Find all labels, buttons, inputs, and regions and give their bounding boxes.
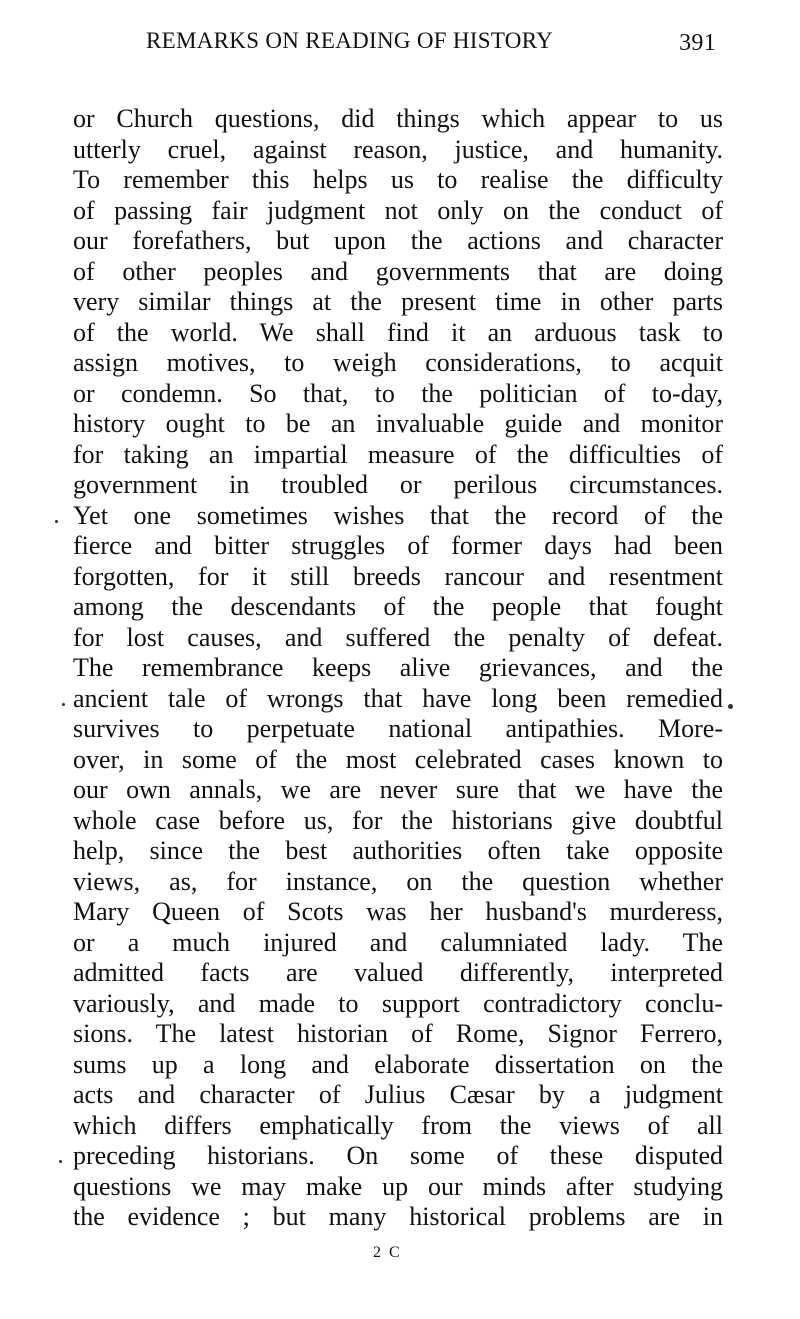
text-line [73,1080,723,1111]
text-line [73,165,723,196]
text-line-content: sums up a long and elaborate dissertation on the [73,1049,723,1079]
text-line-content: of other peoples and governments that are doing [73,256,723,286]
text-line-content: among the descendants of the people that fought [73,592,723,621]
text-line [73,501,723,532]
text-line-content: or condemn. So that, to the politician of to-day, [73,378,723,408]
text-line [73,592,723,623]
text-line-content: sions. The latest historian of Rome, Signor Ferrero, [73,1019,723,1048]
text-line-content: The remembrance keeps alive grievances, and the [73,653,723,682]
running-header [146,28,716,62]
text-line [73,1111,723,1142]
text-line-content: forgotten, for it still breeds rancour and resentment [73,561,723,591]
text-line [73,1019,723,1050]
text-line [73,775,723,806]
text-line [73,989,723,1020]
text-line [73,958,723,989]
text-line-content: or Church questions, did things which appear to us [73,104,723,133]
text-line [73,226,723,257]
text-line-content: over, in some of the most celebrated cases known to [73,744,723,774]
text-line [73,897,723,928]
text-line-content: ancient tale of wrongs that have long been remedied [73,683,723,713]
text-line [73,409,723,440]
text-line-content: preceding historians. On some of these disputed [73,1141,723,1170]
page-number: 391 [679,30,716,56]
scan-speck [62,703,65,706]
text-line-content: of passing fair judgment not only on the conduct of [73,195,723,225]
scan-speck [55,520,58,523]
text-line [73,135,723,166]
text-line-content: or a much injured and calumniated lady. The [73,927,723,957]
text-line [73,714,723,745]
text-line [73,836,723,867]
text-line-content: questions we may make up our minds after studying [73,1171,723,1201]
text-line-content: of the world. We shall find it an arduous task to [73,317,723,347]
text-line-content: our own annals, we are never sure that we have the [73,775,723,804]
text-line-content: for lost causes, and suffered the penalty of defeat. [73,622,723,652]
text-line-content: for taking an impartial measure of the difficulties of [73,439,723,469]
text-line [73,623,723,654]
text-line-content: the evidence ; but many historical problems are in [73,1202,723,1231]
text-line [73,684,723,715]
text-line [73,867,723,898]
text-line [73,287,723,318]
text-line [73,928,723,959]
text-line [73,196,723,227]
text-line [73,348,723,379]
text-line [73,1172,723,1203]
text-line-content: history ought to be an invaluable guide and monitor [73,409,723,438]
text-line-content: which differs emphatically from the views of all [73,1110,723,1140]
text-line-content: help, since the best authorities often take opposite [73,836,723,865]
text-line [73,1050,723,1081]
text-line [73,1202,723,1233]
text-line [73,104,723,135]
text-line [73,257,723,288]
text-line-content: utterly cruel, against reason, justice, and humanity. [73,134,723,164]
text-line-content: views, as, for instance, on the question whether [73,866,723,896]
text-line [73,653,723,684]
text-line [73,379,723,410]
text-line [73,745,723,776]
text-line-content: assign motives, to weigh considerations, to acquit [73,348,723,377]
text-line [73,531,723,562]
text-line-content: To remember this helps us to realise the difficulty [73,165,723,194]
text-line-content: government in troubled or perilous circumstances. [73,470,723,499]
text-line [73,806,723,837]
signature-mark: 2 C [373,1244,402,1261]
text-line-content: fierce and bitter struggles of former days had been [73,531,723,560]
text-line-content: our forefathers, but upon the actions and character [73,226,723,255]
body-text [73,104,723,1233]
text-line [73,318,723,349]
text-line-content: Mary Queen of Scots was her husband's murderess, [73,897,723,926]
text-line [73,470,723,501]
text-line-content: Yet one sometimes wishes that the record of the [73,500,723,530]
text-line-content: survives to perpetuate national antipathies. More- [73,714,723,743]
text-line [73,440,723,471]
scan-speck [728,704,733,709]
text-line [73,562,723,593]
text-line-content: whole case before us, for the historians give doubtful [73,805,723,835]
running-title: REMARKS ON READING OF HISTORY [146,28,553,53]
scan-speck [59,1160,62,1163]
text-line-content: variously, and made to support contradictory conclu- [73,988,723,1018]
text-line-content: very similar things at the present time in other parts [73,287,723,316]
text-line-content: admitted facts are valued differently, interpreted [73,958,723,987]
text-line-content: acts and character of Julius Cæsar by a judgment [73,1080,723,1109]
text-line [73,1141,723,1172]
